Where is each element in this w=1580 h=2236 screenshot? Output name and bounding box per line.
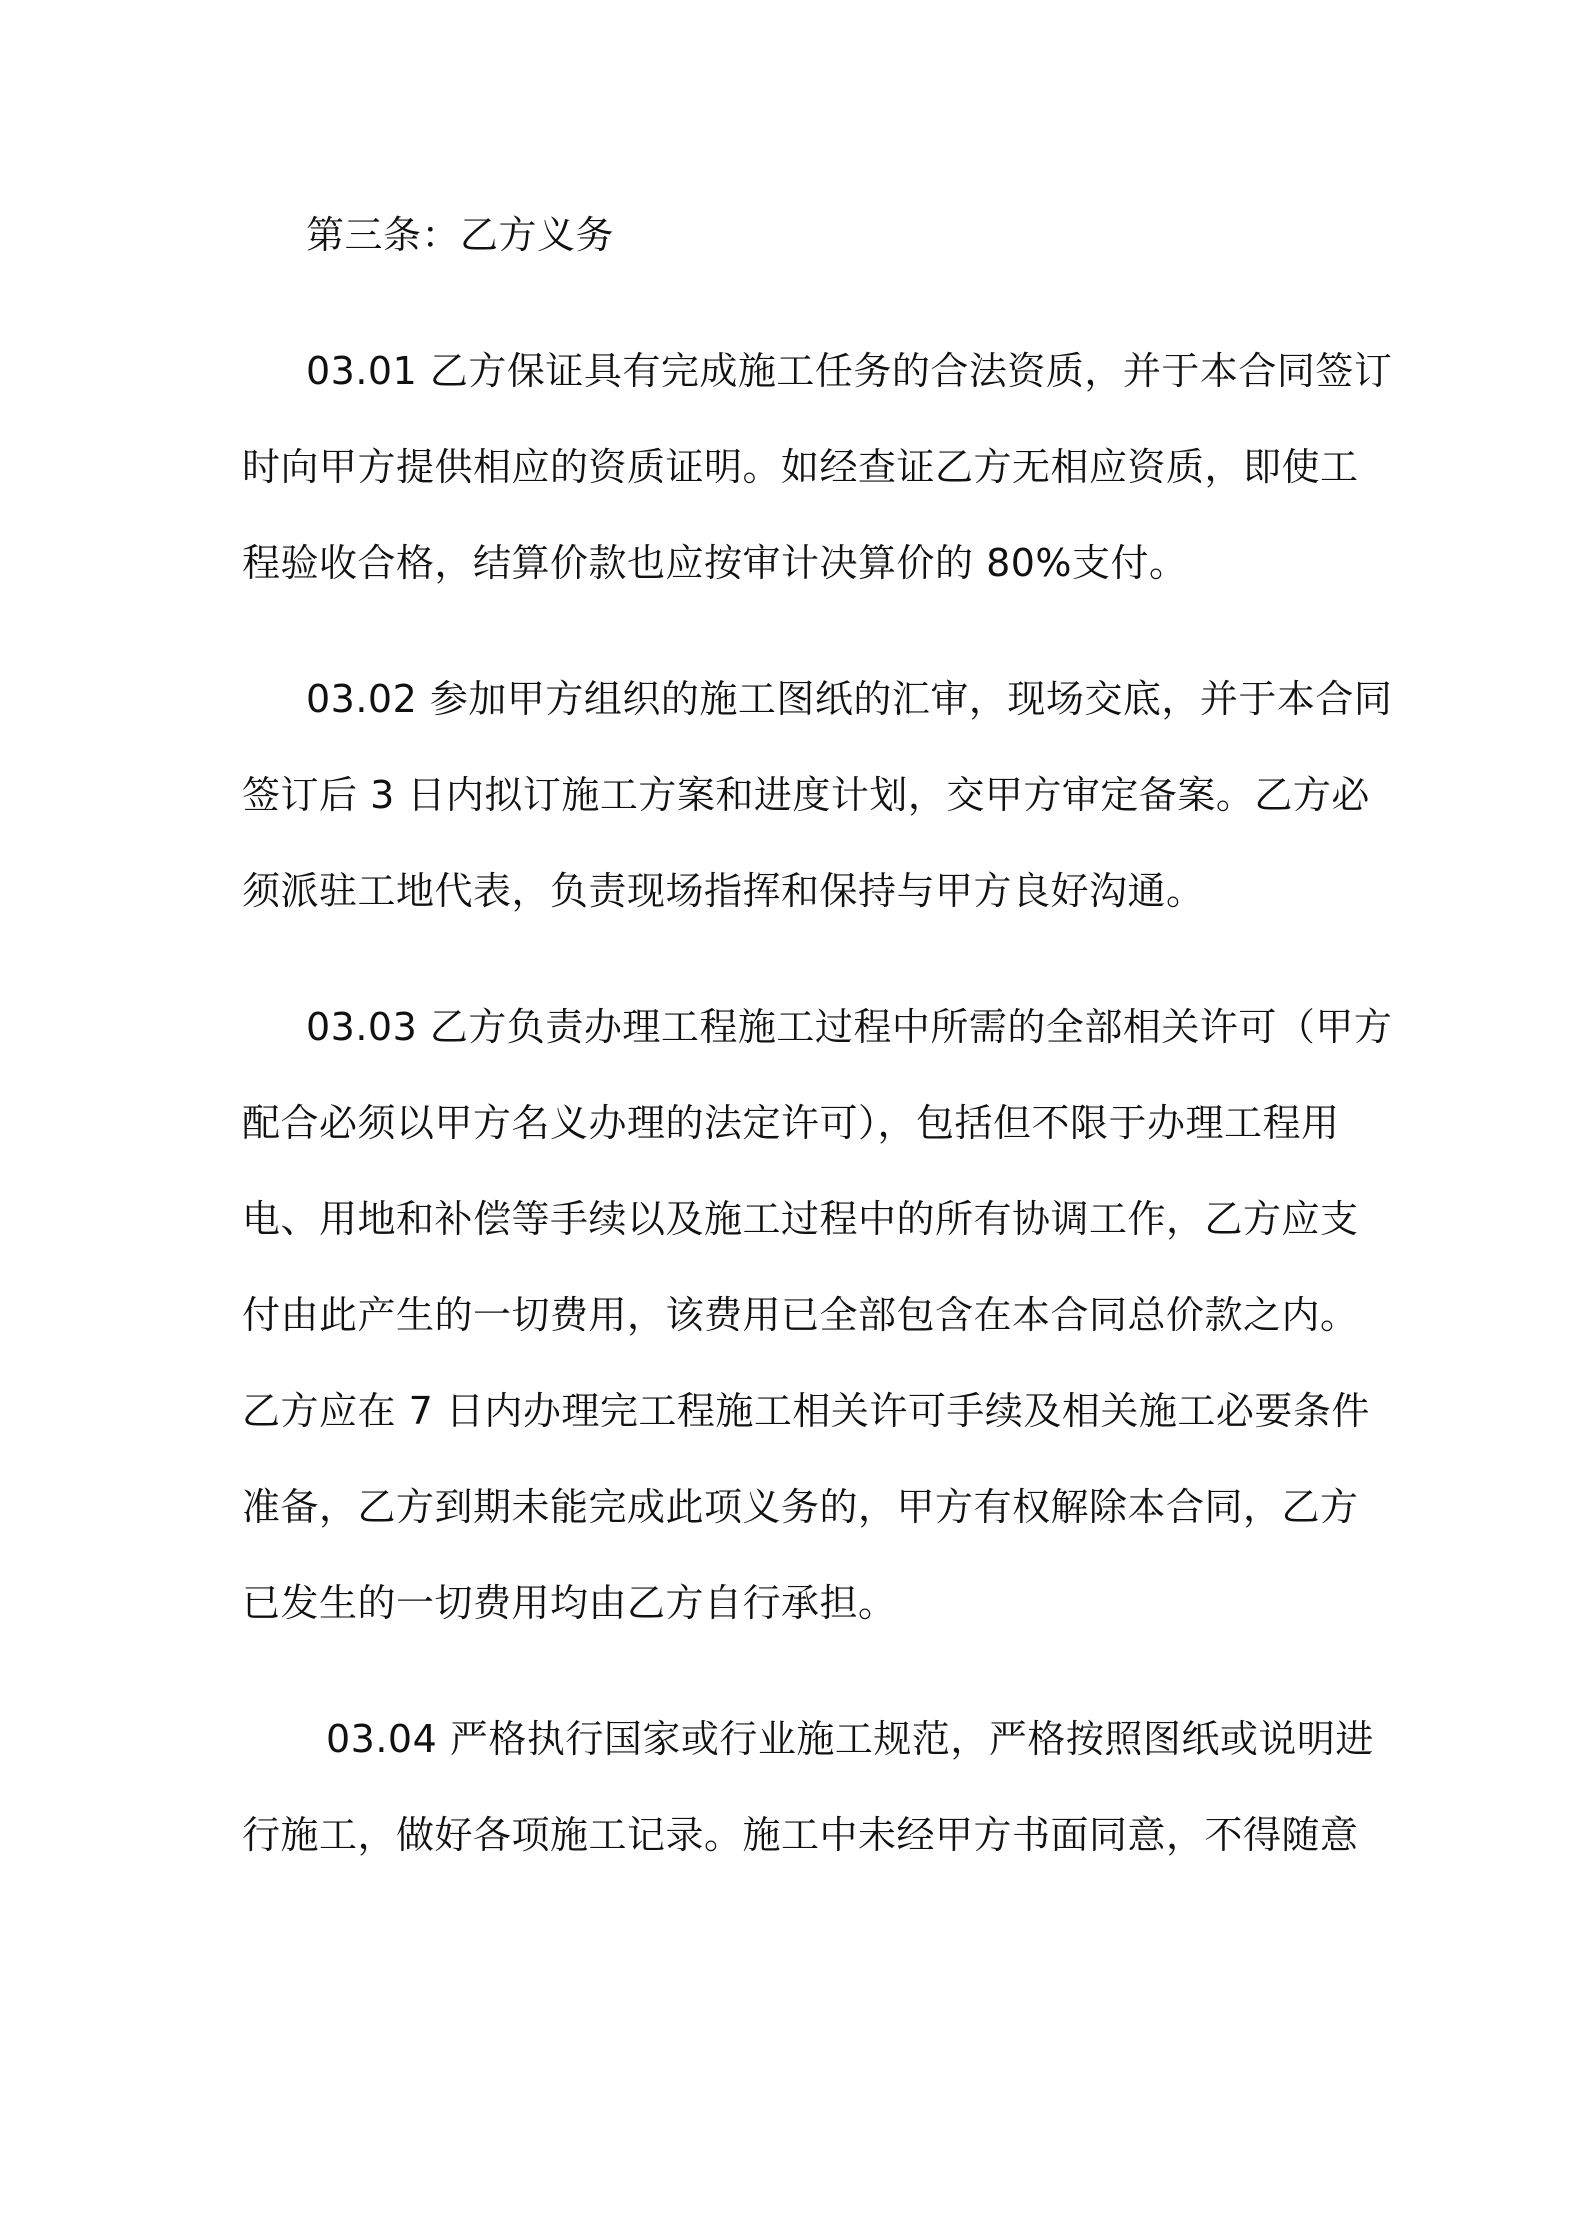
clause-line: 03.01 乙方保证具有完成施工任务的合法资质，并于本合同签订 [306, 349, 1393, 393]
clause-line: 行施工，做好各项施工记录。施工中未经甲方书面同意，不得随意 [242, 1813, 1359, 1857]
section-heading: 第三条：乙方义务 [306, 213, 615, 257]
clause-line: 03.03 乙方负责办理工程施工过程中所需的全部相关许可（甲方 [306, 1005, 1393, 1049]
clause-line: 乙方应在 7 日内办理完工程施工相关许可手续及相关施工必要条件 [242, 1389, 1370, 1433]
clause-line: 签订后 3 日内拟订施工方案和进度计划，交甲方审定备案。乙方必 [242, 773, 1370, 817]
clause-line: 付由此产生的一切费用，该费用已全部包含在本合同总价款之内。 [242, 1293, 1359, 1337]
clause-line: 已发生的一切费用均由乙方自行承担。 [242, 1581, 897, 1625]
clause-line: 程验收合格，结算价款也应按审计决算价的 80%支付。 [242, 541, 1188, 585]
clause-line: 须派驻工地代表，负责现场指挥和保持与甲方良好沟通。 [242, 869, 1205, 913]
clause-line: 时向甲方提供相应的资质证明。如经查证乙方无相应资质，即使工 [242, 445, 1359, 489]
clause-line: 准备，乙方到期未能完成此项义务的，甲方有权解除本合同，乙方 [242, 1485, 1359, 1529]
clause-line: 03.04 严格执行国家或行业施工规范，严格按照图纸或说明进 [326, 1717, 1374, 1761]
clause-line: 03.02 参加甲方组织的施工图纸的汇审，现场交底，并于本合同 [306, 677, 1393, 721]
clause-line: 电、用地和补偿等手续以及施工过程中的所有协调工作，乙方应支 [242, 1197, 1359, 1241]
clause-line: 配合必须以甲方名义办理的法定许可），包括但不限于办理工程用 [242, 1101, 1340, 1145]
